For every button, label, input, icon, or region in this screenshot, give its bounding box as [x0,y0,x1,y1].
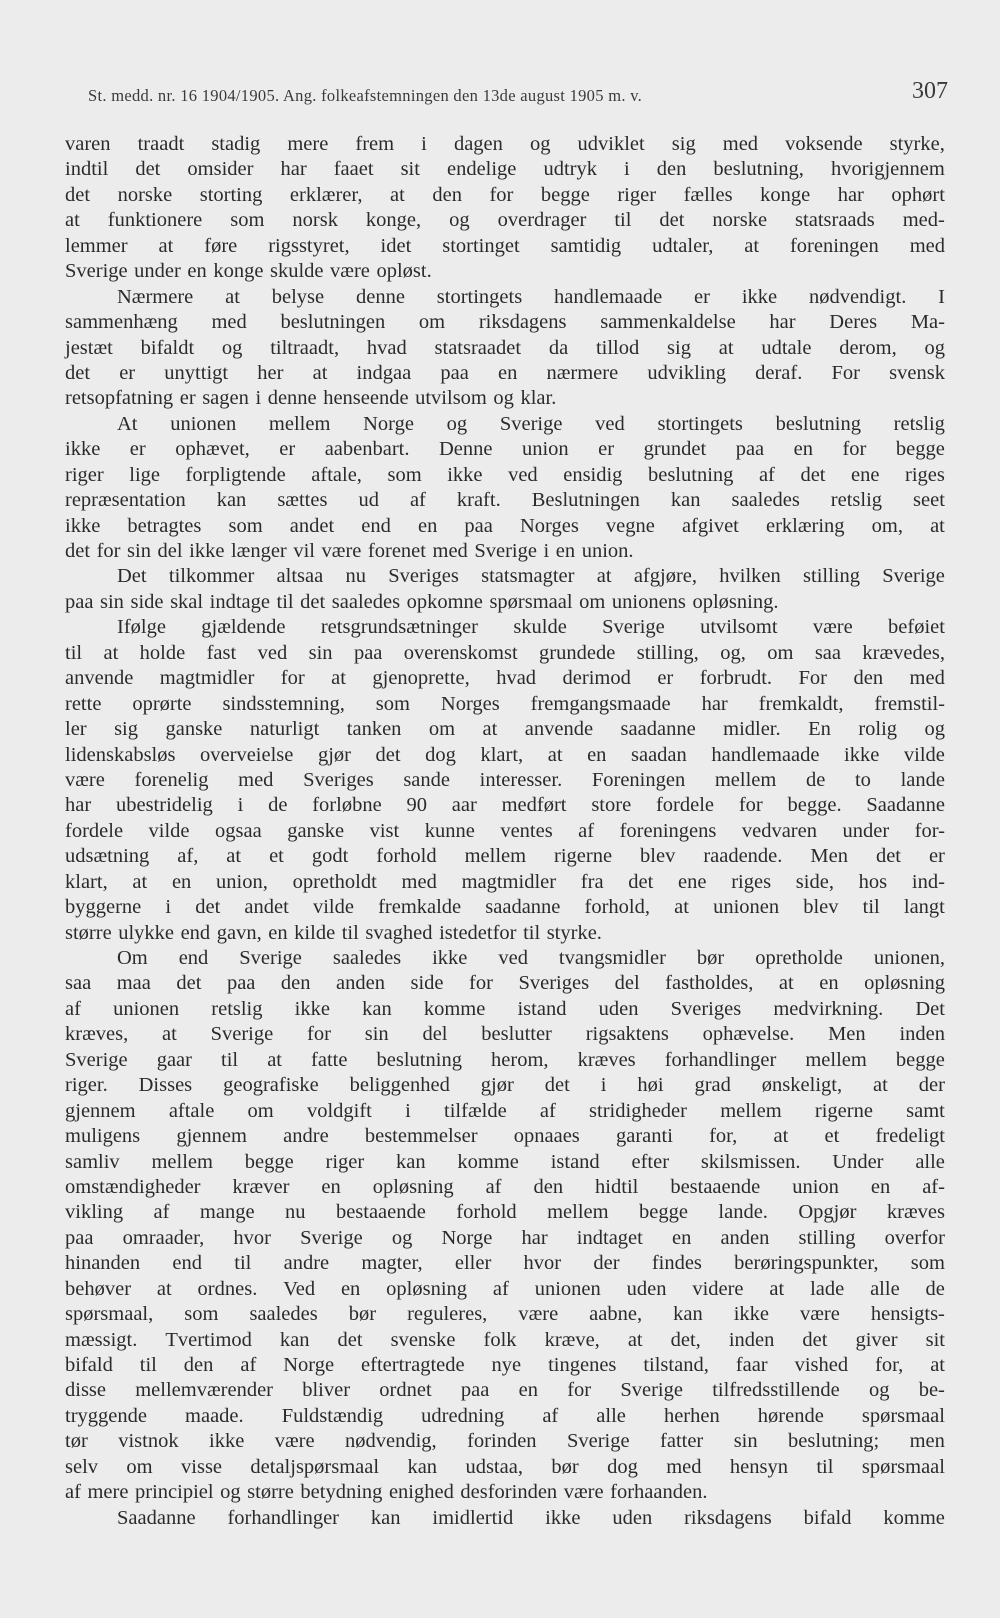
text-line: lemmer at føre rigsstyret, idet stortinget samtidig udtaler, at foreningen med [65,234,945,257]
text-line: lidenskabsløs overveielse gjør det dog klart, at en saadan handlemaade ikke vilde [65,743,945,766]
page-number: 307 [912,78,948,104]
text-line: udsætning af, at et godt forhold mellem rigerne blev raadende. Men det er [65,845,945,868]
text-line: muligens gjennem andre bestemmelser opnaaes garanti for, at et fredeligt [65,1125,945,1148]
page-header [88,78,948,108]
text-line: ikke er ophævet, er aabenbart. Denne union er grundet paa en for begge [65,438,945,461]
text-line: spørsmaal, som saaledes bør reguleres, være aabne, kan ikke være hensigts- [65,1303,945,1326]
text-line: byggerne i det andet vilde fremkalde saadanne forhold, at unionen blev til langt [65,896,945,919]
text-line: tør vistnok ikke være nødvendig, forinden Sverige fatter sin beslutning; men [65,1430,945,1453]
text-line: være forenelig med Sveriges sande interesser. Foreningen mellem de to lande [65,768,945,791]
text-line: rette oprørte sindsstemning, som Norges fremgangsmaade har fremkaldt, fremstil- [65,692,945,715]
text-line: Nærmere at belyse denne stortingets handlemaade er ikke nødvendigt. I [117,285,945,308]
text-line: paa sin side skal indtage til det saaledes opkomne spørsmaal om unionens opløsning. [65,590,779,613]
text-line: af mere principiel og større betydning enighed desforinden være forhaanden. [65,1481,708,1504]
text-line: Saadanne forhandlinger kan imidlertid ikke uden riksdagens bifald komme [117,1506,945,1529]
text-line: behøver at ordnes. Ved en opløsning af unionen uden videre at lade alle de [65,1277,945,1300]
body-text [65,132,945,1531]
text-line: ikke betragtes som andet end en paa Norges vegne afgivet erklæring om, at [65,514,945,537]
text-line: Det tilkommer altsaa nu Sveriges statsmagter at afgjøre, hvilken stilling Sverige [117,565,945,588]
text-line: hinanden end til andre magter, eller hvor der findes berøringspunkter, som [65,1252,945,1275]
text-line: kræves, at Sverige for sin del beslutter rigsaktens ophævelse. Men inden [65,1023,945,1046]
text-line: Ifølge gjældende retsgrundsætninger skulde Sverige utvilsomt være beføiet [117,616,945,639]
text-line: omstændigheder kræver en opløsning af den hidtil bestaaende union en af- [65,1175,945,1198]
text-line: jestæt bifaldt og tiltraadt, hvad statsraadet da tillod sig at udtale derom, og [65,336,945,359]
text-line: sammenhæng med beslutningen om riksdagens sammenkaldelse har Deres Ma- [65,311,945,334]
text-line: det for sin del ikke længer vil være forenet med Sverige i en union. [65,540,634,562]
text-line: saa maa det paa den anden side for Sveriges del fastholdes, at en opløsning [65,972,945,995]
text-line: fordele vilde ogsaa ganske vist kunne ventes af foreningens vedvaren under for- [65,819,945,842]
text-line: at funktionere som norsk konge, og overdrager til det norske statsraads med- [65,209,945,232]
text-line: riger. Disses geografiske beliggenhed gjør det i høi grad ønskeligt, at der [65,1074,945,1097]
text-line: klart, at en union, opretholdt med magtmidler fra det ene riges side, hos ind- [65,870,945,893]
text-line: indtil det omsider har faaet sit endelige udtryk i den beslutning, hvorigjennem [65,158,945,181]
text-line: varen traadt stadig mere frem i dagen og udviklet sig med voksende styrke, [65,133,945,155]
text-line: tryggende maade. Fuldstændig udredning af alle herhen hørende spørsmaal [65,1404,945,1427]
text-line: Om end Sverige saaledes ikke ved tvangsmidler bør opretholde unionen, [117,947,945,969]
text-line: til at holde fast ved sin paa overenskomst grundede stilling, og, om saa krævedes, [65,641,945,664]
text-line: det norske storting erklærer, at den for begge riger fælles konge har ophørt [65,183,945,206]
text-line: Sverige under en konge skulde være opløst. [65,260,432,283]
text-line: At unionen mellem Norge og Sverige ved stortingets beslutning retslig [117,412,945,435]
text-line: har ubestridelig i de forløbne 90 aar medført store fordele for begge. Saadanne [65,794,945,817]
text-line: selv om visse detaljspørsmaal kan udstaa, bør dog med hensyn til spørsmaal [65,1455,945,1478]
text-line: gjennem aftale om voldgift i tilfælde af stridigheder mellem rigerne samt [65,1099,945,1122]
text-line: samliv mellem begge riger kan komme istand efter skilsmissen. Under alle [65,1150,945,1173]
text-line: vikling af mange nu bestaaende forhold mellem begge lande. Opgjør kræves [65,1201,945,1224]
running-head: St. medd. nr. 16 1904/1905. Ang. folkeafstemningen den 13de august 1905 m. v. [88,86,643,105]
text-line: disse mellemværender bliver ordnet paa en for Sverige tilfredsstillende og be- [65,1379,945,1402]
text-line: repræsentation kan sættes ud af kraft. Beslutningen kan saaledes retslig seet [65,489,945,512]
text-line: retsopfatning er sagen i denne henseende utvilsom og klar. [65,387,557,410]
text-line: af unionen retslig ikke kan komme istand uden Sveriges medvirkning. Det [65,997,945,1020]
text-line: riger lige forpligtende aftale, som ikke ved ensidig beslutning af det ene riges [65,463,945,486]
text-line: ler sig ganske naturligt tanken om at anvende saadanne midler. En rolig og [65,718,945,741]
text-line: større ulykke end gavn, en kilde til svaghed istedetfor til styrke. [65,921,602,944]
text-line: paa omraader, hvor Sverige og Norge har indtaget en anden stilling overfor [65,1226,945,1249]
text-line: bifald til den af Norge eftertragtede nye tingenes tilstand, faar vished for, at [65,1354,945,1376]
text-line: anvende magtmidler for at gjenoprette, hvad derimod er forbrudt. For den med [65,667,945,690]
text-line: mæssigt. Tvertimod kan det svenske folk kræve, at det, inden det giver sit [65,1328,945,1351]
text-line: Sverige gaar til at fatte beslutning herom, kræves forhandlinger mellem begge [65,1048,945,1071]
text-line: det er unyttigt her at indgaa paa en nærmere udvikling deraf. For svensk [65,361,945,384]
